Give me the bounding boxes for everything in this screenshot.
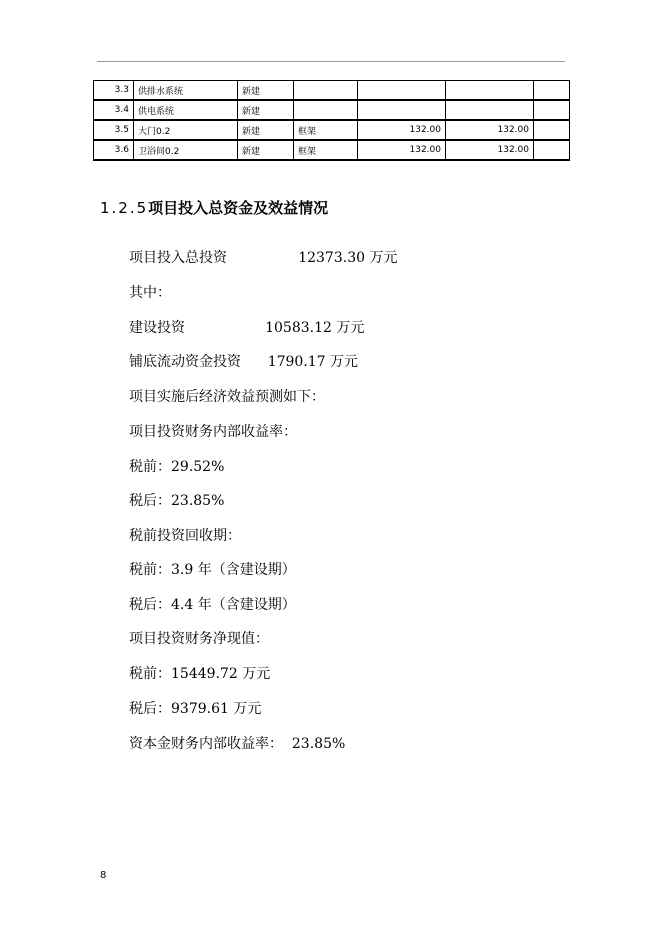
header-rule	[97, 61, 565, 62]
cell-type: 新建	[238, 140, 294, 160]
cell-name: 大门0.2	[134, 120, 238, 140]
cell-v2: 132.00	[446, 140, 534, 160]
cell-type: 新建	[238, 120, 294, 140]
section-heading	[100, 197, 328, 218]
cell-v2	[446, 100, 534, 120]
cell-v1	[358, 81, 446, 101]
text-line: 项目投入总投资 12373.30 万元	[129, 250, 398, 266]
cell-struct: 框架	[294, 120, 358, 140]
table-row	[94, 140, 570, 160]
text-line: 税前：15449.72 万元	[129, 666, 271, 682]
cell-no: 3.5	[94, 120, 134, 140]
cell-name: 供排水系统	[134, 81, 238, 101]
cell-type: 新建	[238, 81, 294, 101]
cell-name: 供电系统	[134, 100, 238, 120]
cell-v2: 132.00	[446, 120, 534, 140]
text-line: 建设投资 10583.12 万元	[129, 320, 365, 336]
section-title: 项目投入总资金及效益情况	[148, 199, 329, 217]
text-line: 项目投资财务内部收益率：	[129, 424, 297, 440]
cell-no: 3.6	[94, 140, 134, 160]
text-line: 其中：	[129, 285, 171, 301]
text-line: 税后：23.85%	[129, 493, 225, 509]
text-line: 项目投资财务净现值：	[129, 631, 269, 647]
table-row	[94, 81, 570, 101]
cell-v2	[446, 81, 534, 101]
table-row	[94, 100, 570, 120]
cell-e	[534, 120, 570, 140]
cell-e	[534, 140, 570, 160]
cell-no: 3.4	[94, 100, 134, 120]
text-line: 项目实施后经济效益预测如下：	[129, 389, 325, 405]
cell-name: 卫浴间0.2	[134, 140, 238, 160]
table-row	[94, 120, 570, 140]
cell-no: 3.3	[94, 81, 134, 101]
cell-e	[534, 81, 570, 101]
cell-struct: 框架	[294, 140, 358, 160]
cell-e	[534, 100, 570, 120]
cell-struct	[294, 81, 358, 101]
cell-type: 新建	[238, 100, 294, 120]
text-line: 税后：9379.61 万元	[129, 701, 262, 717]
text-line: 税前：3.9 年（含建设期）	[129, 562, 296, 578]
page-number: 8	[100, 870, 107, 881]
section-number: 1.2.5	[100, 199, 149, 217]
cell-struct	[294, 100, 358, 120]
project-table	[93, 80, 570, 161]
text-line: 税前：29.52%	[129, 459, 225, 475]
text-line: 税后：4.4 年（含建设期）	[129, 597, 296, 613]
cell-v1: 132.00	[358, 120, 446, 140]
cell-v1: 132.00	[358, 140, 446, 160]
text-line: 税前投资回收期：	[129, 528, 241, 544]
text-line: 资本金财务内部收益率： 23.85%	[129, 736, 346, 752]
text-line: 铺底流动资金投资 1790.17 万元	[129, 354, 359, 370]
cell-v1	[358, 100, 446, 120]
